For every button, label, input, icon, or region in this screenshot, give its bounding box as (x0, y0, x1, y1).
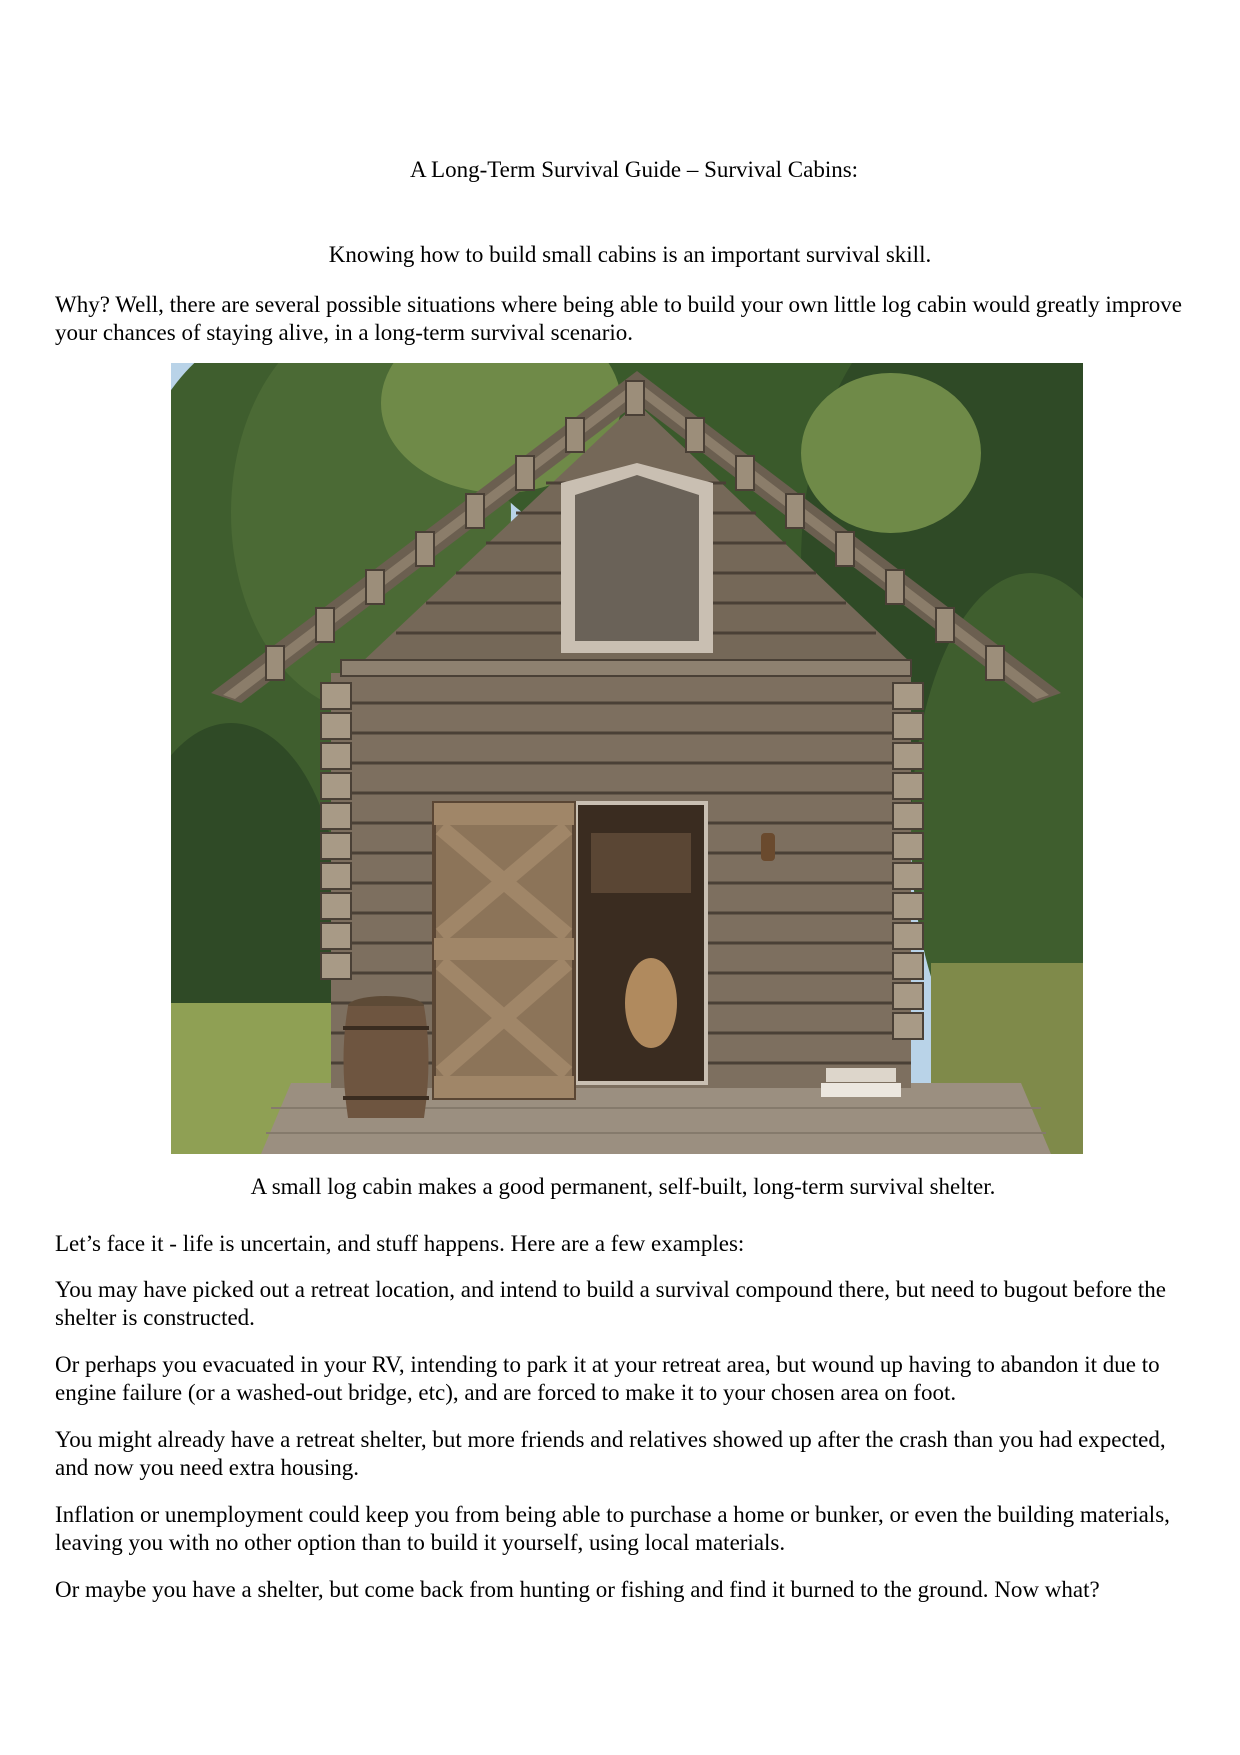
body-paragraph: Inflation or unemployment could keep you from being able to purchase a home or bunker, or even the building materials, leaving you with no other option than to build it yourself, using local materials. (55, 1502, 1170, 1555)
page-title: A Long-Term Survival Guide – Survival Cabins: (409, 157, 859, 182)
page-subtitle: Knowing how to build small cabins is an important survival skill. (328, 242, 932, 267)
body-paragraph: Or maybe you have a shelter, but come back from hunting or fishing and find it burned to the ground. Now what? (55, 1577, 1100, 1602)
log-cabin-illustration (171, 363, 1083, 1154)
figure-caption: A small log cabin makes a good permanent, self-built, long-term survival shelter. (250, 1174, 996, 1199)
body-paragraph: You may have picked out a retreat location, and intend to build a survival compound there, but need to bugout before the shelter is constructed. (55, 1277, 1166, 1330)
body-paragraph: You might already have a retreat shelter, but more friends and relatives showed up after the crash than you had expected, and now you need extra housing. (55, 1427, 1166, 1480)
log-cabin-photo (171, 363, 1083, 1154)
intro-paragraph: Why? Well, there are several possible situations where being able to build your own little log cabin would greatly improve your chances of staying alive, in a long-term survival scenario. (55, 292, 1182, 345)
barrel (343, 996, 429, 1118)
body-paragraph: Or perhaps you evacuated in your RV, intending to park it at your retreat area, but wound up having to abandon it due to engine failure (or a washed-out bridge, etc), and are forced to make it to your chosen area on foot. (55, 1352, 1160, 1405)
body-paragraph: Let’s face it - life is uncertain, and stuff happens. Here are a few examples: (55, 1231, 745, 1256)
barn-door (434, 803, 574, 1098)
